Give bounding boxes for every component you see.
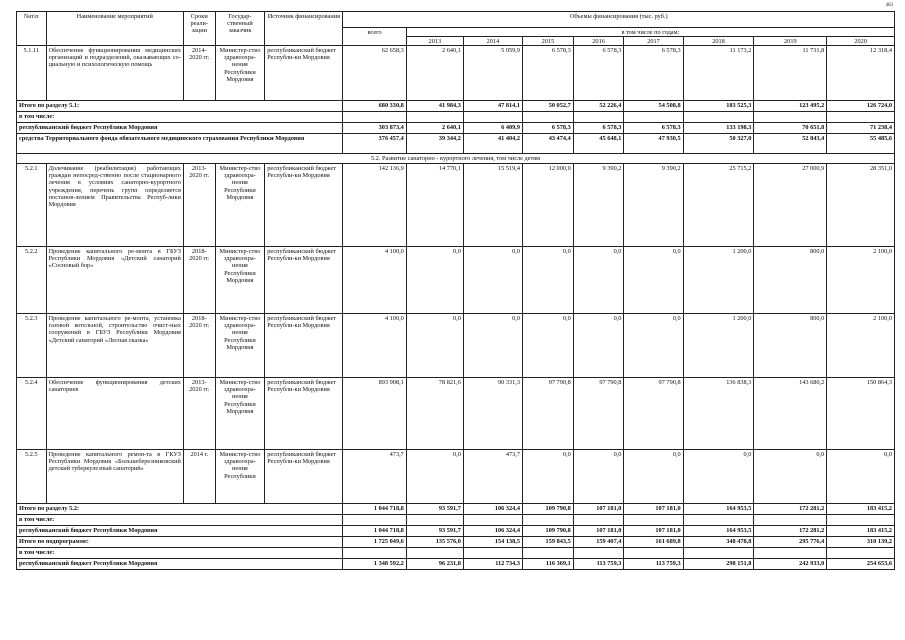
row-value: 25 715,2 — [683, 164, 754, 247]
row-label: средства Территориального фонда обязательного медицинского страхования Республики Мордовия — [17, 134, 343, 154]
row-value: 0,0 — [523, 314, 574, 378]
row-value: 295 776,4 — [754, 537, 827, 548]
row-value: 41 404,2 — [463, 134, 522, 154]
row-value: 6 578,3 — [523, 46, 574, 101]
header-year: 2019 — [754, 37, 827, 46]
row-total: 1 725 049,6 — [343, 537, 406, 548]
row-total: 376 457,4 — [343, 134, 406, 154]
row-value: 2 640,1 — [406, 123, 463, 134]
row-total: 142 136,9 — [343, 164, 406, 247]
row-value: 106 324,4 — [463, 526, 522, 537]
row-num: 5.2.1 — [17, 164, 47, 247]
header-year: 2014 — [463, 37, 522, 46]
row-value: 1 200,0 — [683, 247, 754, 314]
row-value: 78 821,6 — [406, 378, 463, 450]
row-num: 5.2.3 — [17, 314, 47, 378]
row-label: Итого по разделу 5.1: — [17, 101, 343, 112]
row-value: 70 651,8 — [754, 123, 827, 134]
including-row — [17, 548, 895, 559]
row-value: 109 790,8 — [523, 526, 574, 537]
section-title: 5.2. Развитие санаторно - курортного лечения, том числе детям — [17, 154, 895, 164]
header-year: 2020 — [827, 37, 895, 46]
row-value: 27 000,9 — [754, 164, 827, 247]
row-num: 5.2.4 — [17, 378, 47, 450]
row-value: 6 578,3 — [573, 46, 624, 101]
table-row — [17, 46, 895, 101]
header-terms: Сроки реали-зации — [183, 12, 215, 46]
total-row — [17, 504, 895, 515]
row-label: в том числе: — [17, 515, 343, 526]
row-value: 800,0 — [754, 247, 827, 314]
row-value: 52 226,4 — [573, 101, 624, 112]
row-value: 164 953,5 — [683, 504, 754, 515]
row-value: 71 238,4 — [827, 123, 895, 134]
table-row — [17, 314, 895, 378]
row-value: 172 281,2 — [754, 504, 827, 515]
row-value: 106 324,4 — [463, 504, 522, 515]
row-value: 43 474,4 — [523, 134, 574, 154]
section-heading-row — [17, 154, 895, 164]
header-year: 2013 — [406, 37, 463, 46]
row-label: Итого по разделу 5.2: — [17, 504, 343, 515]
row-value: 154 138,5 — [463, 537, 522, 548]
row-customer: Министер-ство здравоохра-нения Республики — [215, 450, 265, 504]
row-value: 107 181,0 — [573, 504, 624, 515]
row-value: 11 731,8 — [754, 46, 827, 101]
row-value: 242 933,0 — [754, 559, 827, 570]
row-value: 6 409,9 — [463, 123, 522, 134]
row-value: 93 591,7 — [406, 526, 463, 537]
row-value: 96 231,8 — [406, 559, 463, 570]
row-value: 112 734,3 — [463, 559, 522, 570]
row-value: 0,0 — [523, 450, 574, 504]
header-customer: Государ-ственный заказчик — [215, 12, 265, 46]
row-num: 5.2.2 — [17, 247, 47, 314]
row-name: Проведение капитального ремон-та в ГКУЗ Республики Мордовия «Большеберезниковский детский туберкулезный санаторий» — [46, 450, 183, 504]
row-value: 50 327,0 — [683, 134, 754, 154]
page-number: 463 — [885, 3, 893, 8]
including-row — [17, 515, 895, 526]
row-value: 12 318,4 — [827, 46, 895, 101]
row-total: 1 044 718,8 — [343, 504, 406, 515]
budget-row — [17, 123, 895, 134]
row-value: 97 790,8 — [523, 378, 574, 450]
subprogram-total-row — [17, 537, 895, 548]
row-value: 143 680,2 — [754, 378, 827, 450]
total-row — [17, 101, 895, 112]
row-label: республиканский бюджет Республики Мордовия — [17, 526, 343, 537]
row-value: 126 724,0 — [827, 101, 895, 112]
header-year: 2018 — [683, 37, 754, 46]
row-total: 680 330,8 — [343, 101, 406, 112]
row-source: республиканский бюджет Республи-ки Мордовия — [265, 164, 343, 247]
row-customer: Министер-ство здравоохра-нения Республики Мордовия — [215, 247, 265, 314]
row-value: 113 759,3 — [573, 559, 624, 570]
row-terms: 2013-2020 гг. — [183, 378, 215, 450]
row-num: 5.1.11 — [17, 46, 47, 101]
row-value: 52 843,4 — [754, 134, 827, 154]
row-num: 5.2.5 — [17, 450, 47, 504]
row-value: 0,0 — [406, 247, 463, 314]
row-value: 15 519,4 — [463, 164, 522, 247]
row-value: 6 578,3 — [624, 123, 683, 134]
row-value: 90 331,3 — [463, 378, 522, 450]
row-value: 39 344,2 — [406, 134, 463, 154]
row-value: 159 407,4 — [573, 537, 624, 548]
financing-table — [16, 11, 895, 570]
row-value: 6 578,3 — [573, 123, 624, 134]
row-value: 150 864,3 — [827, 378, 895, 450]
row-label: в том числе: — [17, 548, 343, 559]
row-total: 1 348 592,2 — [343, 559, 406, 570]
row-source: республиканский бюджет Республи-ки Мордовия — [265, 247, 343, 314]
row-terms: 2014-2020 гг. — [183, 46, 215, 101]
row-total: 62 658,3 — [343, 46, 406, 101]
table-row — [17, 164, 895, 247]
header-name: Наименование мероприятий — [46, 12, 183, 46]
row-total: 4 100,0 — [343, 247, 406, 314]
row-customer: Министер-ство здравоохра-нения Республики Мордовия — [215, 378, 265, 450]
row-value: 47 930,5 — [624, 134, 683, 154]
row-value: 310 139,2 — [827, 537, 895, 548]
table-row — [17, 450, 895, 504]
row-value: 14 770,1 — [406, 164, 463, 247]
row-name: Проведение капитального ре-монта в ГБУЗ Республики Мордовия «Детский санаторий «Сосновый бор» — [46, 247, 183, 314]
row-value: 107 181,0 — [624, 504, 683, 515]
row-label: Итого по подпрограмме: — [17, 537, 343, 548]
row-value: 0,0 — [463, 247, 522, 314]
header-by-years: в том числе по годам: — [406, 28, 894, 37]
row-value: 9 390,2 — [573, 164, 624, 247]
row-value: 133 198,3 — [683, 123, 754, 134]
row-value: 2 640,1 — [406, 46, 463, 101]
row-value: 0,0 — [624, 450, 683, 504]
budget-row — [17, 559, 895, 570]
row-value: 159 843,5 — [523, 537, 574, 548]
row-value: 183 415,2 — [827, 526, 895, 537]
row-value: 9 390,2 — [624, 164, 683, 247]
row-value: 11 173,2 — [683, 46, 754, 101]
row-name: Обеспечение функционирования детских санаториев — [46, 378, 183, 450]
row-value: 183 415,2 — [827, 504, 895, 515]
row-value: 135 576,0 — [406, 537, 463, 548]
row-value: 5 059,9 — [463, 46, 522, 101]
row-total: 303 873,4 — [343, 123, 406, 134]
row-source: республиканский бюджет Республи-ки Мордовия — [265, 314, 343, 378]
row-value: 172 281,2 — [754, 526, 827, 537]
row-terms: 2018-2020 гг. — [183, 314, 215, 378]
row-value: 0,0 — [624, 314, 683, 378]
row-value: 2 100,0 — [827, 314, 895, 378]
row-value: 113 759,3 — [624, 559, 683, 570]
row-label: в том числе: — [17, 112, 343, 123]
row-value: 97 790,8 — [573, 378, 624, 450]
row-value: 50 052,7 — [523, 101, 574, 112]
row-source: республиканский бюджет Республи-ки Мордовия — [265, 378, 343, 450]
row-value: 55 485,6 — [827, 134, 895, 154]
row-value: 800,0 — [754, 314, 827, 378]
row-customer: Министер-ство здравоохра-нения Республики Мордовия — [215, 46, 265, 101]
row-customer: Министер-ство здравоохра-нения Республики Мордовия — [215, 314, 265, 378]
row-value: 41 984,3 — [406, 101, 463, 112]
row-label: республиканский бюджет Республики Мордовия — [17, 123, 343, 134]
header-year: 2017 — [624, 37, 683, 46]
budget-row — [17, 526, 895, 537]
row-value: 6 578,3 — [523, 123, 574, 134]
row-terms: 2018-2020 гг. — [183, 247, 215, 314]
row-total: 4 100,0 — [343, 314, 406, 378]
row-value: 0,0 — [754, 450, 827, 504]
row-name: Проведение капитального ре-монта, установка газовой котельной, строительство очист-ных сооружений в ГБУЗ Республики Мордовия «Детский санаторий «Лесная сказка» — [46, 314, 183, 378]
row-total: 473,7 — [343, 450, 406, 504]
row-value: 28 351,0 — [827, 164, 895, 247]
row-total: 1 044 718,8 — [343, 526, 406, 537]
row-value: 54 508,8 — [624, 101, 683, 112]
row-value: 183 525,3 — [683, 101, 754, 112]
row-value: 164 953,5 — [683, 526, 754, 537]
row-value: 0,0 — [573, 247, 624, 314]
header-year: 2016 — [573, 37, 624, 46]
row-value: 348 478,8 — [683, 537, 754, 548]
row-value: 109 790,8 — [523, 504, 574, 515]
row-value: 123 495,2 — [754, 101, 827, 112]
row-value: 93 591,7 — [406, 504, 463, 515]
row-value: 0,0 — [827, 450, 895, 504]
row-value: 0,0 — [406, 450, 463, 504]
row-value: 6 578,3 — [624, 46, 683, 101]
row-name: Обеспечение функционирования медицинских организаций и подразделений, оказывающих со-циальную и психологическую помощь — [46, 46, 183, 101]
row-total: 893 908,1 — [343, 378, 406, 450]
fund-row — [17, 134, 895, 154]
row-value: 0,0 — [624, 247, 683, 314]
row-source: республиканский бюджет Республи-ки Мордовия — [265, 46, 343, 101]
row-value: 136 838,3 — [683, 378, 754, 450]
row-value: 298 151,8 — [683, 559, 754, 570]
row-label: республиканский бюджет Республики Мордовия — [17, 559, 343, 570]
row-value: 107 181,0 — [624, 526, 683, 537]
row-source: республиканский бюджет Республи-ки Мордовия — [265, 450, 343, 504]
row-customer: Министер-ство здравоохра-нения Республики Мордовия — [215, 164, 265, 247]
row-value: 45 648,1 — [573, 134, 624, 154]
row-value: 1 200,0 — [683, 314, 754, 378]
row-value: 116 369,1 — [523, 559, 574, 570]
header-volumes: Объемы финансирования (тыс. руб.) — [343, 12, 895, 28]
row-value: 97 790,8 — [624, 378, 683, 450]
row-value: 0,0 — [573, 314, 624, 378]
row-value: 107 181,0 — [573, 526, 624, 537]
including-row — [17, 112, 895, 123]
row-value: 2 100,0 — [827, 247, 895, 314]
row-name: Долечивание (реабилитация) работающих граждан непосред-ственно после стационарного лечения в условиях санаторно-курортного учреждения, перечень групп определяется постанов-лением Правительства Респуб-лики Мордовия — [46, 164, 183, 247]
row-value: 47 814,1 — [463, 101, 522, 112]
row-value: 0,0 — [573, 450, 624, 504]
header-num: №п\п — [17, 12, 47, 46]
row-terms: 2014 г. — [183, 450, 215, 504]
header-source: Источник финансирования — [265, 12, 343, 46]
row-value: 473,7 — [463, 450, 522, 504]
header-year: 2015 — [523, 37, 574, 46]
row-value: 12 000,0 — [523, 164, 574, 247]
table-row — [17, 378, 895, 450]
row-value: 0,0 — [523, 247, 574, 314]
row-value: 0,0 — [683, 450, 754, 504]
table-row — [17, 247, 895, 314]
row-value: 0,0 — [463, 314, 522, 378]
row-terms: 2013-2020 гг. — [183, 164, 215, 247]
row-value: 254 653,6 — [827, 559, 895, 570]
header-total: всего — [343, 28, 406, 46]
row-value: 0,0 — [406, 314, 463, 378]
row-value: 161 689,8 — [624, 537, 683, 548]
